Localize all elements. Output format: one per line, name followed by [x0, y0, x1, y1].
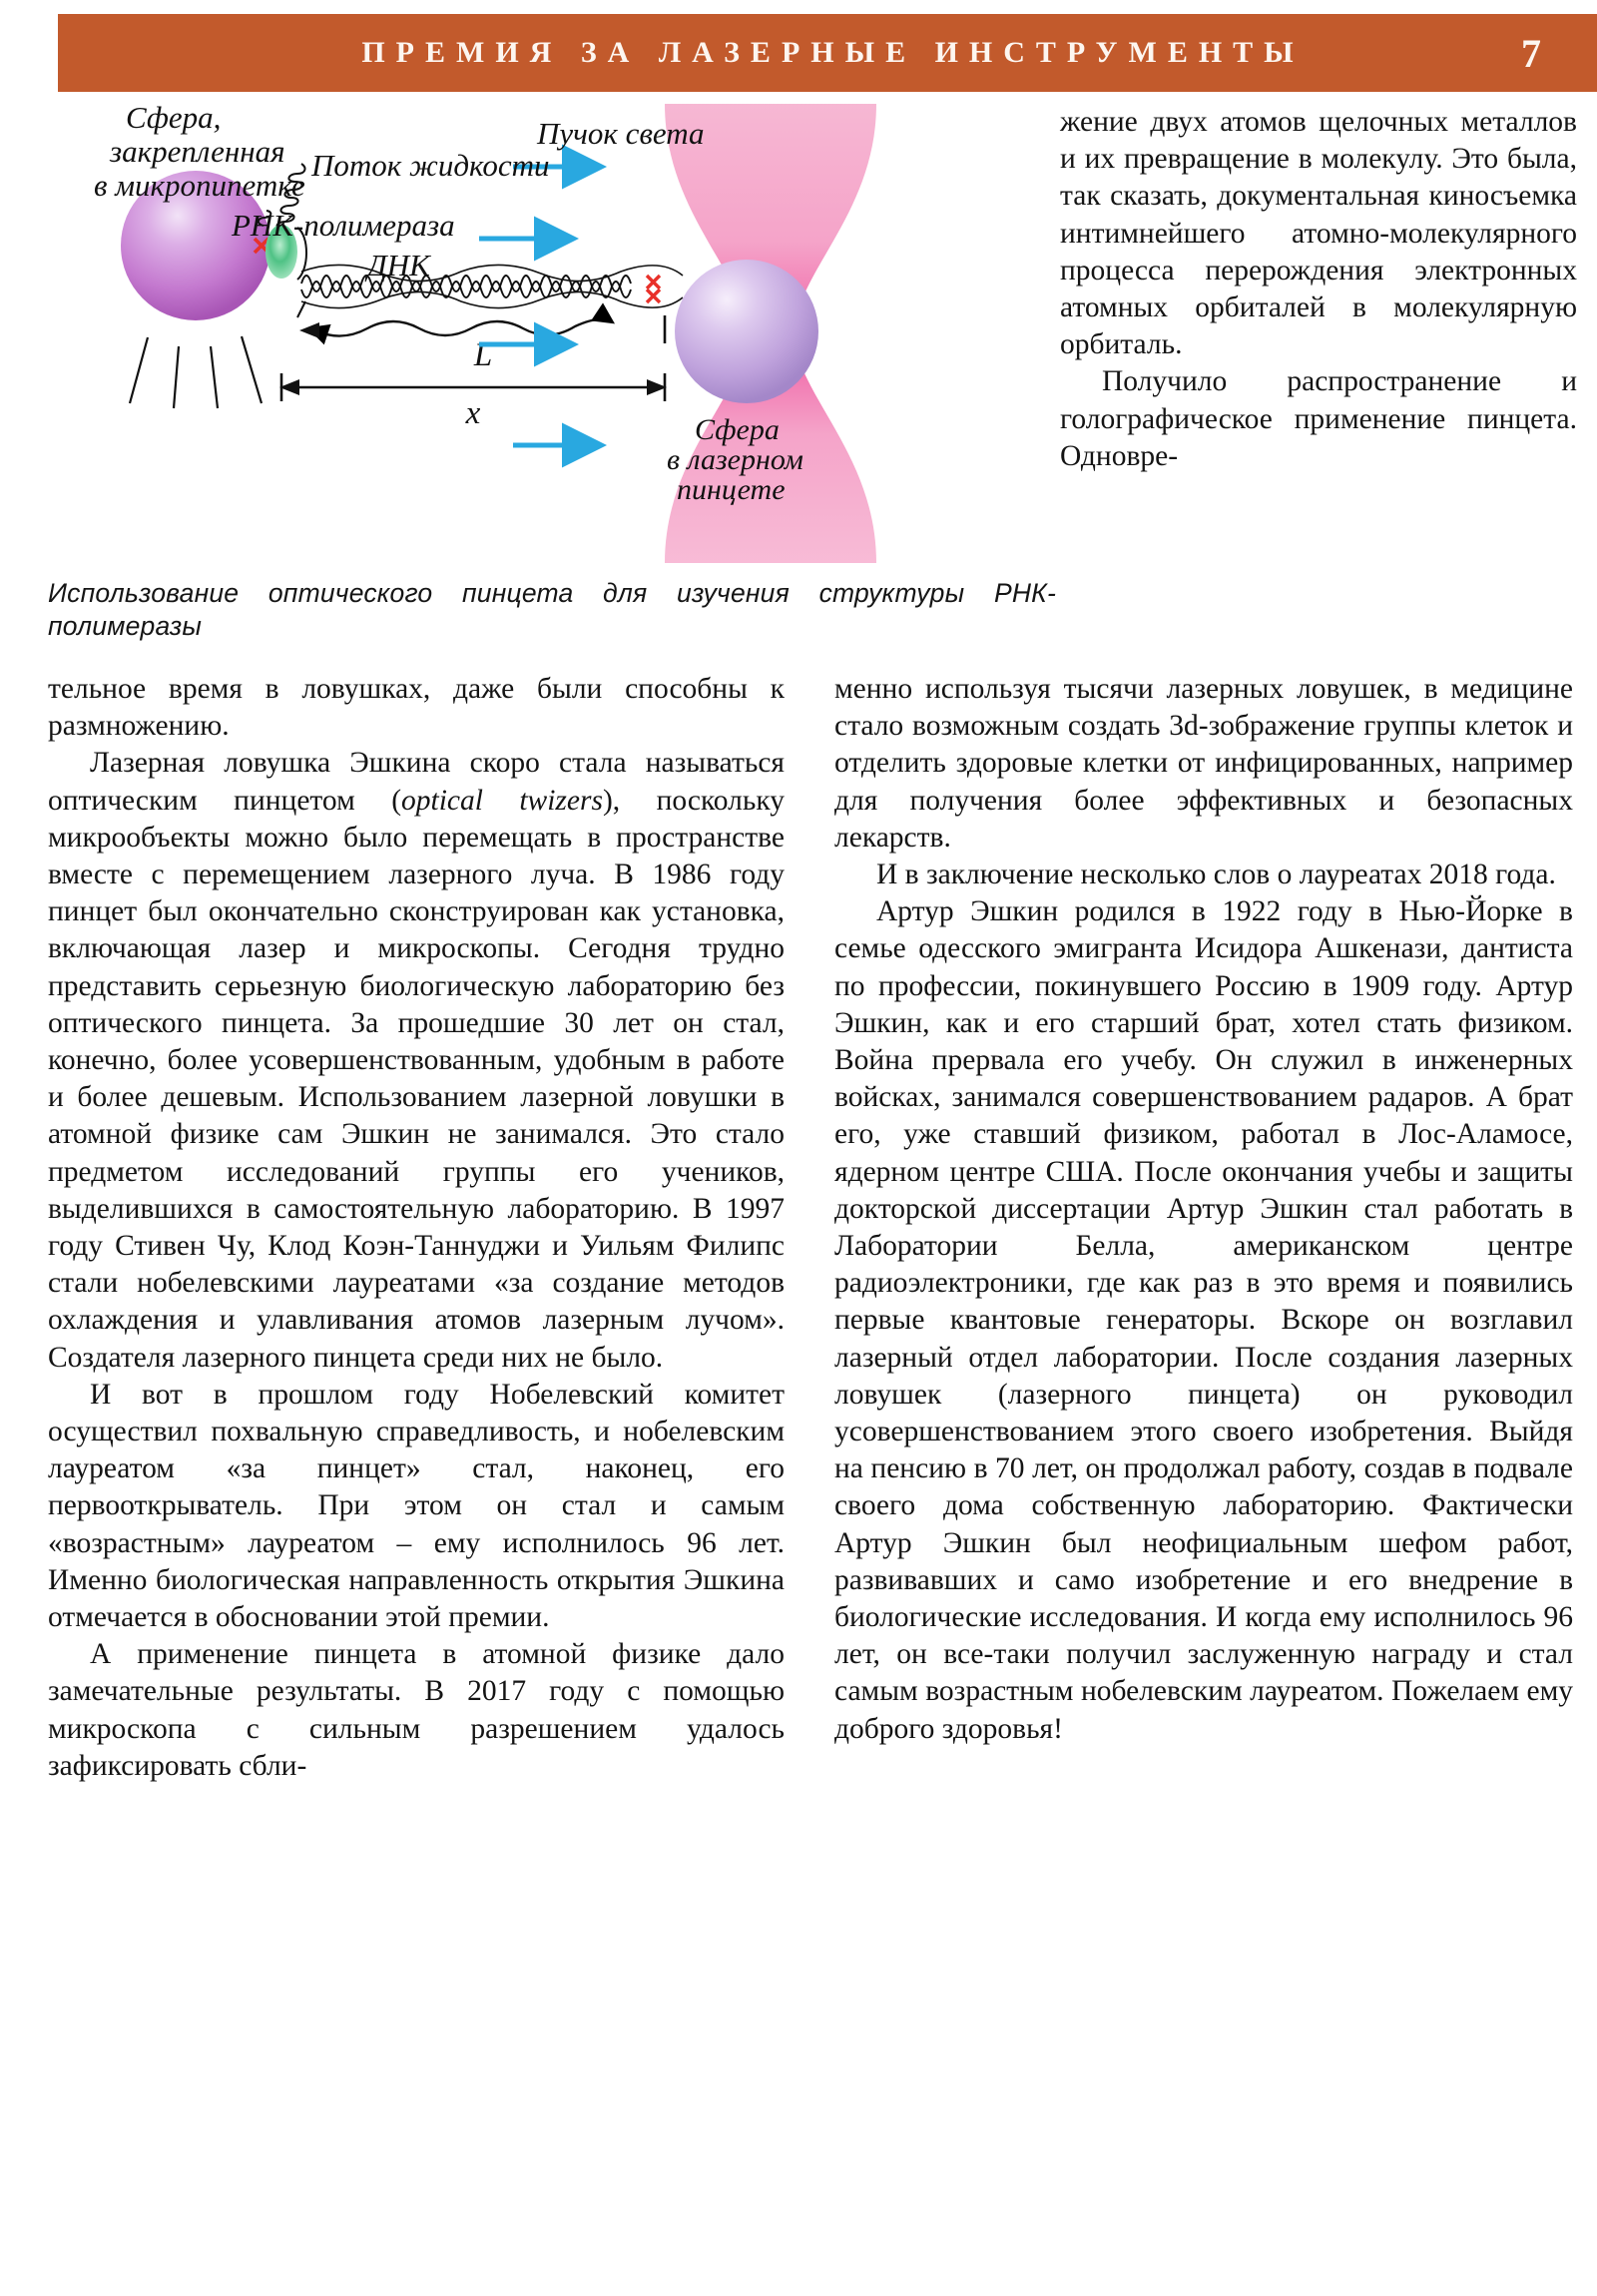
page-header-bar — [58, 14, 1597, 92]
paragraph: И в заключение несколько слов о лауреатах 2018 года. — [876, 859, 1556, 891]
dim-label-L: L — [473, 337, 493, 373]
label-light-beam: Пучок света — [537, 116, 705, 151]
paragraph: А применение пинцета в атомной физике дало замечательные результаты. В 2017 году с помощью микроскопа с сильным разрешением удалось зафиксировать сбли- — [48, 1638, 785, 1782]
paragraph: менно используя тысячи лазерных ловушек, в медицине стало возможным создать 3d-зображение группы клеток и отделить здоровые клетки от инфицированных, например для получения более эффективных и безопасных лекарств. — [834, 673, 1573, 854]
paragraph: жение двух атомов щелочных металлов и их превращение в молекулу. Это была, так сказать, документальная киносъемка интимнейшего атомно-молекулярного процесса перерождения электронных атомных орбиталей в молекулярную орбиталь. — [1060, 106, 1577, 361]
right-column — [834, 671, 1573, 1748]
latin-term: optical twizers — [401, 784, 603, 817]
paragraph: тельное время в ловушках, даже были способны к размножению. — [48, 673, 785, 743]
label-rna-polymerase: РНК-полимераза — [232, 208, 455, 243]
figure-caption-text: Использование оптического пинцета для изучения структуры РНК-полимеразы — [48, 578, 1056, 642]
anchor-cross-right — [647, 276, 660, 302]
dim-label-x: x — [465, 395, 481, 431]
label-liquid-flow: Поток жидкости — [311, 148, 550, 183]
label-sphere-tweezer: Сфера — [695, 413, 780, 446]
paragraph-part-b: ), поскольку микрообъекты можно было перемещать в пространстве вместе с перемещением лазерного луча. В 1986 году пинцет был окончательно сконструирован как установка, включающая лазер и микроскопы. Сегодня трудно представить серьезную биологическую лабораторию без оптического пинцета. За прошедшие 30 лет он стал, конечно, более усовершенствованным, удобным в работе и более дешевым. Использованием лазерной ловушки в атомной физике сам Эшкин не занимался. Это стало предметом исследований группы его учеников, выделившихся в самостоятельную лабораторию. В 1997 году Стивен Чу, Клод Коэн-Таннуджи и Уильям Филипс стали нобелевскими лауреатами «за создание методов охлаждения и улавливания атомов лазерным лучом». Создателя лазерного пинцета среди них не было. — [48, 784, 785, 1374]
micropipette-lines — [130, 336, 262, 408]
figure-caption — [48, 577, 1056, 643]
label-sphere-micropipette: Сфера, — [126, 104, 222, 135]
paragraph-with-italic — [48, 745, 785, 1376]
svg-text:в лазерном: в лазерном — [667, 443, 803, 476]
page-number: 7 — [1521, 30, 1541, 76]
bead-in-tweezer — [675, 260, 818, 403]
dna-strand — [301, 265, 683, 307]
svg-text:закрепленная: закрепленная — [110, 134, 285, 169]
paragraph: И вот в прошлом году Нобелевский комитет осуществил похвальную справедливость, и нобелевским лауреатом «за пинцет» стал, наконец, его первооткрыватель. При этом он стал и самым «возрастным» лауреатом – ему исполнилось 96 лет. Именно биологическая направленность открытия Эшкина отмечается в обосновании этой премии. — [48, 1378, 785, 1634]
label-dna: ДНК — [367, 248, 430, 283]
paragraph-part-a: Лазерная ловушка Эшкина скоро стала называться оптическим пинцетом ( — [48, 747, 785, 817]
left-column — [48, 671, 785, 1785]
page-title: ПРЕМИЯ ЗА ЛАЗЕРНЫЕ ИНСТРУМЕНТЫ — [361, 36, 1305, 69]
svg-text:в микропипетке: в микропипетке — [94, 168, 305, 203]
paragraph: Получило распространение и голографическое применение пинцета. Одновре- — [1060, 365, 1577, 472]
right-column-top — [1060, 104, 1577, 475]
paragraph: Артур Эшкин родился в 1922 году в Нью-Йорке в семье одесского эмигранта Исидора Ашкенази, дантиста по профессии, покинувшего Россию в 1909 году. Артур Эшкин, как и его старший брат, хотел стать физиком. Война прервала его учебу. Он служил в инженерных войсках, занимался совершенствованием радаров. А брат его, уже ставший физиком, работал в Лос-Аламосе, ядерном центре США. После окончания учебы и защиты докторской диссертации Артур Эшкин стал работать в Лаборатории Белла, американском центре радиоэлектроники, где как раз в это время и появились первые квантовые генераторы. Вскоре он возглавил лазерный отдел лаборатории. После создания лазерных ловушек (лазерного пинцета) он руководил усовершенствованием этого своего изобретения. Выйдя на пенсию в 70 лет, он продолжал работу, создав в подвале своего дома собственную лабораторию. Фактически Артур Эшкин был неофициальным шефом работ, развивавших и само изобретение и его внедрение в биологические исследования. И когда ему исполнилось 96 лет, он все-таки получил заслуженную награду и стал самым возрастным нобелевским лауреатом. Пожелаем ему доброго здоровья! — [834, 895, 1573, 1745]
fluid-flow-arrows — [479, 167, 597, 445]
svg-text:пинцете: пинцете — [677, 473, 786, 506]
